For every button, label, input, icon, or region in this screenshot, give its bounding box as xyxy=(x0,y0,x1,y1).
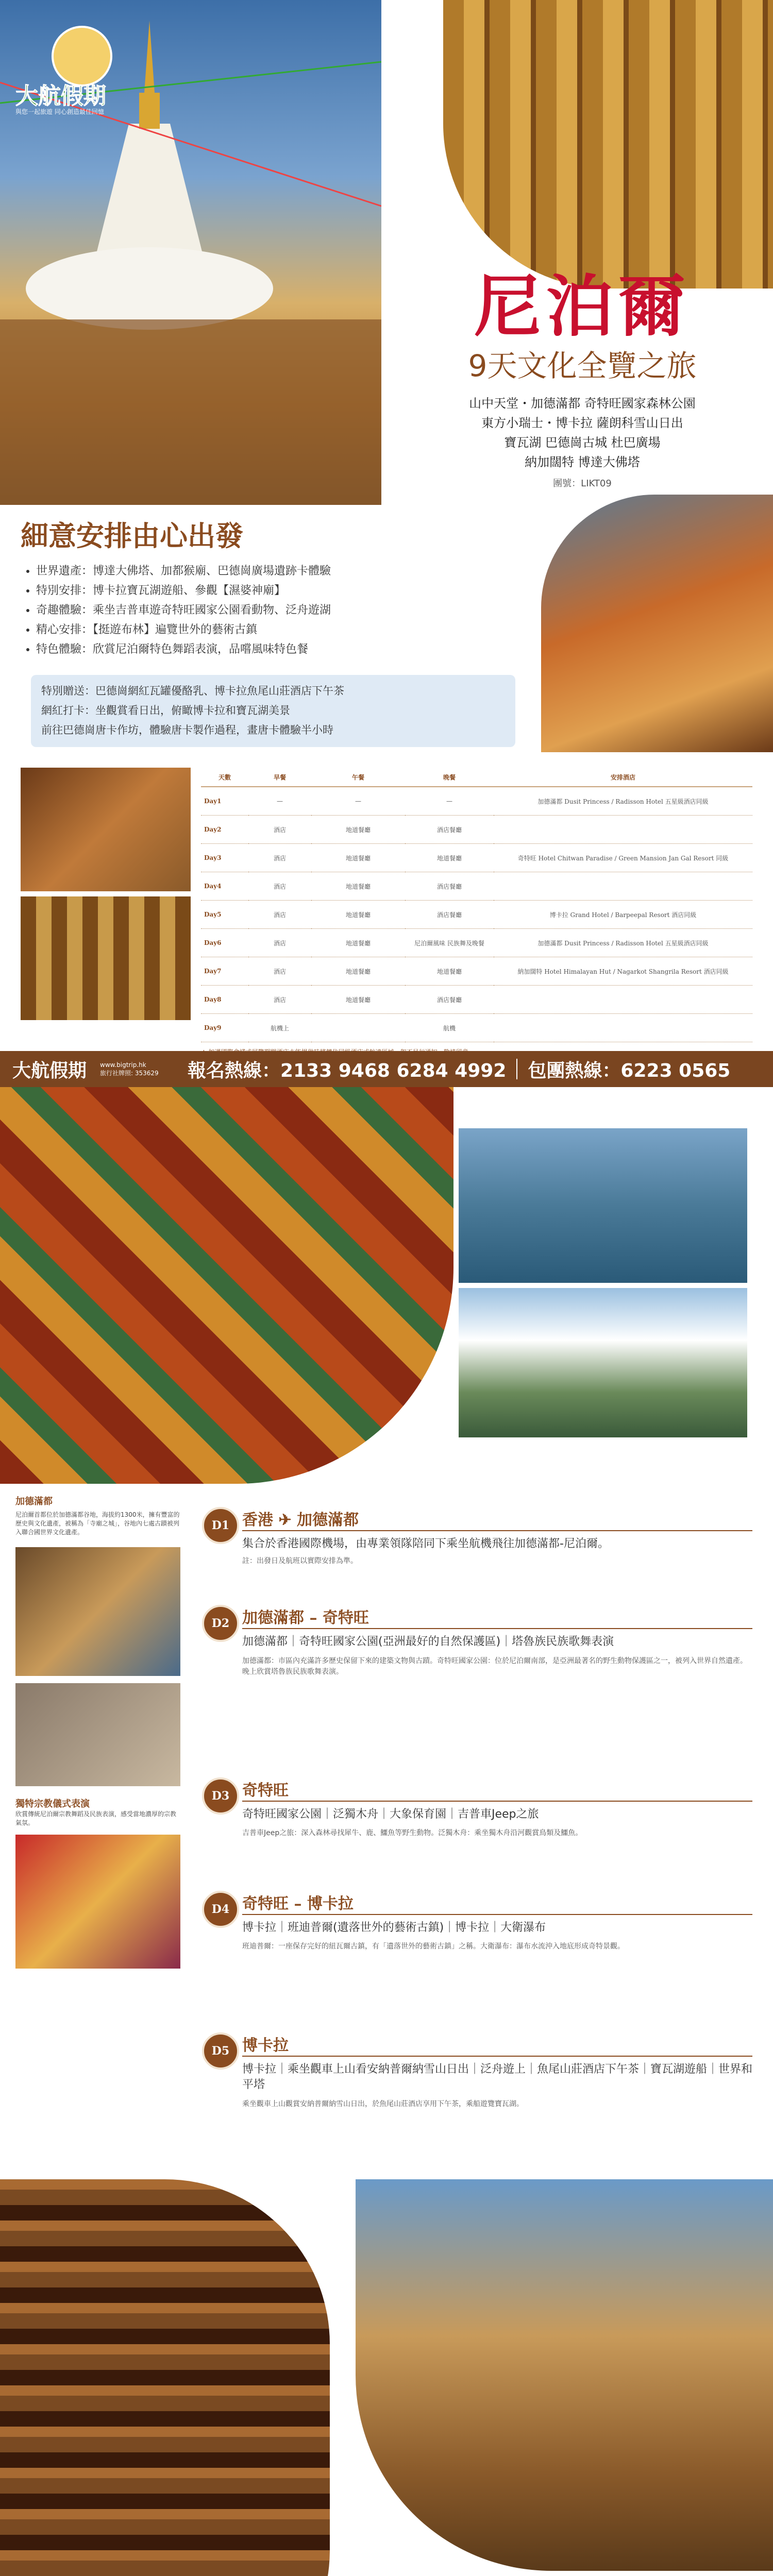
hotel-cell xyxy=(494,816,752,844)
lunch-cell: 地道餐廳 xyxy=(311,816,405,844)
day-badge-d4: D4 xyxy=(202,1891,239,1928)
header-lunch: 午餐 xyxy=(311,768,405,787)
itinerary-header-row xyxy=(201,768,752,787)
day-route-d5: 博卡拉｜乘坐觀車上山看安納普爾納雪山日出｜泛舟遊上｜魚尾山莊酒店下午茶｜寶瓦湖遊船｜世界和平塔 xyxy=(242,2063,753,2091)
intro-bullet: • 特別安排：博卡拉寶瓦湖遊船、參觀【濕婆神廟】 xyxy=(36,581,536,601)
day-divider xyxy=(242,1530,752,1531)
breakfast-cell: 酒店 xyxy=(248,957,311,986)
dinner-cell: 地道餐廳 xyxy=(405,844,494,872)
header-breakfast: 早餐 xyxy=(248,768,311,787)
hotel-cell: 加德滿都 Dusit Princess / Radisson Hotel 五星級酒店同級 xyxy=(494,929,752,957)
itinerary-photo-1 xyxy=(21,768,191,891)
sidebar-pigeons-photo xyxy=(15,1683,180,1786)
durbar-square-photo xyxy=(356,2179,773,2571)
header-day: 天數 xyxy=(201,768,248,787)
header-hotel: 安排酒店 xyxy=(494,768,752,787)
day-cell: Day9 xyxy=(201,1014,248,1042)
masks-photo xyxy=(0,1087,453,1484)
itinerary-row xyxy=(201,957,752,986)
hero-highlights xyxy=(402,394,763,472)
breakfast-cell: 酒店 xyxy=(248,901,311,929)
day-text-d3: 吉普車Jeep之旅：深入森林尋找犀牛、鹿、鱷魚等野生動物。泛獨木舟：乘坐獨木舟沿河觀賞鳥類及鱷魚。 xyxy=(242,1829,583,1837)
day-route-d1: 集合於香港國際機場，由專業領隊陪同下乘坐航機飛往加德滿都-尼泊爾。 xyxy=(242,1537,609,1550)
breakfast-cell: 酒店 xyxy=(248,986,311,1014)
day-title-d5: 博卡拉 xyxy=(242,2037,289,2055)
hotline-divider xyxy=(516,1059,517,1079)
day-title-d2: 加德滿都 – 奇特旺 xyxy=(242,1609,369,1627)
sidebar-kathmandu-text: 尼泊爾首都位於加德滿都谷地，海拔約1300米，擁有豐富的歷史與文化遺產，被稱為「寺廟之城」，谷地內七處古蹟被列入聯合國世界文化遺產。 xyxy=(15,1511,180,1536)
hotline-1-phone[interactable]: 2133 9468 6284 4992 xyxy=(280,1060,507,1081)
day-cell: Day4 xyxy=(201,872,248,901)
dinner-cell: 酒店餐廳 xyxy=(405,872,494,901)
hero-highlight: 寶瓦湖 巴德崗古城 杜巴廣場 xyxy=(504,435,661,450)
day-route-d2: 加德滿都｜奇特旺國家公園(亞洲最好的自然保護區)｜塔魯族民族歌舞表演 xyxy=(242,1635,614,1648)
sidebar-temple-photo xyxy=(15,1547,180,1676)
sidebar-girl-photo xyxy=(15,1835,180,1969)
intro-highlight-box xyxy=(31,675,515,747)
itinerary-row xyxy=(201,872,752,901)
sidebar-kathmandu-title: 加德滿都 xyxy=(15,1496,53,1507)
itinerary-row xyxy=(201,787,752,816)
sidebar-ritual-title: 獨特宗教儀式表演 xyxy=(15,1799,90,1809)
hotline-logo: 大航假期 xyxy=(12,1060,87,1081)
hotel-cell xyxy=(494,986,752,1014)
day-text-d4: 班迪普爾：一座保存完好的紐瓦爾古鎮，有「遺落世外的藝術古鎮」之稱。大衛瀑布：瀑布水流沖入地底形成奇特景觀。 xyxy=(242,1942,625,1951)
hero-highlight: 東方小瑞士・博卡拉 薩朗科雪山日出 xyxy=(481,416,683,430)
day-title-d1: 香港 ✈ 加德滿都 xyxy=(242,1511,359,1529)
intro-title: 細意安排由心出發 xyxy=(21,519,243,552)
lunch-cell: 地道餐廳 xyxy=(311,986,405,1014)
day-badge-d2: D2 xyxy=(202,1605,239,1642)
itinerary-row xyxy=(201,901,752,929)
breakfast-cell: 酒店 xyxy=(248,929,311,957)
hotline-2-phone[interactable]: 6223 0565 xyxy=(620,1060,731,1081)
hero-highlight: 納加闊特 博達大佛塔 xyxy=(525,455,640,469)
day-text-d5: 乘坐觀車上山觀賞安納普爾納雪山日出，於魚尾山莊酒店享用下午茶，乘船遊覽寶瓦湖。 xyxy=(242,2100,524,2108)
day-title-d3: 奇特旺 xyxy=(242,1782,289,1800)
header-dinner: 晚餐 xyxy=(405,768,494,787)
hero-highlight: 山中天堂・加德滿都 奇特旺國家森林公園 xyxy=(469,396,696,411)
day-cell: Day7 xyxy=(201,957,248,986)
logo xyxy=(15,26,160,118)
day-badge-d1: D1 xyxy=(202,1507,239,1544)
itinerary-table xyxy=(201,768,752,1056)
day-cell: Day1 xyxy=(201,787,248,816)
intro-box-line: 前往巴德崗唐卡作坊，體驗唐卡製作過程，畫唐卡體驗半小時 xyxy=(41,724,333,736)
hotel-cell xyxy=(494,872,752,901)
dinner-cell: — xyxy=(405,787,494,816)
hero-title: 尼泊爾 xyxy=(474,267,691,346)
day-route-d3: 奇特旺國家公園｜泛獨木舟｜大象保育園｜吉普車Jeep之旅 xyxy=(242,1808,539,1821)
day-badge-d3: D3 xyxy=(202,1777,239,1815)
itinerary-row xyxy=(201,929,752,957)
mountain-photo xyxy=(459,1288,747,1437)
logo-text: 大航假期 xyxy=(15,83,106,109)
boats-photo xyxy=(459,1128,747,1283)
hotline-1-label: 報名熱線： xyxy=(188,1060,281,1081)
day-cell: Day8 xyxy=(201,986,248,1014)
breakfast-cell: 酒店 xyxy=(248,872,311,901)
itinerary-photo-2 xyxy=(21,896,191,1020)
intro-bullet: • 特色體驗：欣賞尼泊爾特色舞蹈表演，品嚐風味特色餐 xyxy=(36,640,536,659)
day-text-d2: 加德滿都：市區內充滿許多歷史保留下來的建築文物與古蹟。奇特旺國家公園：位於尼泊爾南部，是亞洲最著名的野生動物保護區之一，被列入世界自然遺產。晚上欣賞塔魯族民族歌舞表演。 xyxy=(242,1657,747,1676)
sidebar-kathmandu xyxy=(15,1494,180,1969)
itinerary-row xyxy=(201,816,752,844)
intro-bullet: • 世界遺產：博達大佛塔、加都猴廟、巴德崗廣場遺跡卡體驗 xyxy=(36,562,536,581)
tour-code: 團號：LIKT09 xyxy=(553,478,612,489)
intro-bullets xyxy=(21,562,536,659)
lunch-cell: — xyxy=(311,787,405,816)
licence: 旅行社牌照: 353629 xyxy=(100,1070,159,1077)
intro-bullet: • 精心安排：【挺遊布林】遍覽世外的藝術古鎮 xyxy=(36,620,536,640)
hotel-cell xyxy=(494,1014,752,1042)
day-badge-d5: D5 xyxy=(202,2032,239,2070)
day-cell: Day3 xyxy=(201,844,248,872)
intro-bullet: • 奇趣體驗：乘坐吉普車遊奇特旺國家公園看動物、泛舟遊湖 xyxy=(36,601,536,620)
carved-window-photo xyxy=(0,2179,330,2576)
lunch-cell xyxy=(311,1014,405,1042)
dinner-cell: 航機 xyxy=(405,1014,494,1042)
logo-tagline: 與您一起旅遊 同心創造最佳回憶 xyxy=(15,108,104,115)
lunch-cell: 地道餐廳 xyxy=(311,929,405,957)
breakfast-cell: — xyxy=(248,787,311,816)
sadhu-photo xyxy=(541,495,773,752)
day-divider xyxy=(242,1801,752,1802)
itinerary-row xyxy=(201,844,752,872)
itinerary-row xyxy=(201,986,752,1014)
prayer-wheel-photo xyxy=(443,0,773,289)
dinner-cell: 酒店餐廳 xyxy=(405,986,494,1014)
dinner-cell: 酒店餐廳 xyxy=(405,901,494,929)
lunch-cell: 地道餐廳 xyxy=(311,901,405,929)
hero-title-block xyxy=(402,268,763,515)
site-url[interactable]: www.bigtrip.hk xyxy=(100,1061,146,1069)
hotel-cell: 奇特旺 Hotel Chitwan Paradise / Green Mansion Jan Gal Resort 同級 xyxy=(494,844,752,872)
dinner-cell: 酒店餐廳 xyxy=(405,816,494,844)
itinerary-row xyxy=(201,1014,752,1042)
lunch-cell: 地道餐廳 xyxy=(311,872,405,901)
breakfast-cell: 酒店 xyxy=(248,816,311,844)
day-cell: Day2 xyxy=(201,816,248,844)
intro-box-line: 網紅打卡：坐觀賞看日出，俯瞰博卡拉和寶瓦湖美景 xyxy=(41,704,290,717)
breakfast-cell: 酒店 xyxy=(248,844,311,872)
dinner-cell: 地道餐廳 xyxy=(405,957,494,986)
intro-box-line: 特別贈送：巴德崗網紅瓦罐優酪乳、博卡拉魚尾山莊酒店下午茶 xyxy=(41,685,344,697)
breakfast-cell: 航機上 xyxy=(248,1014,311,1042)
hotel-cell: 納加闊特 Hotel Himalayan Hut / Nagarkot Shangrila Resort 酒店同級 xyxy=(494,957,752,986)
hotline-2 xyxy=(528,1056,730,1082)
day-divider xyxy=(242,1914,752,1915)
hotline-2-label: 包團熱線： xyxy=(528,1060,621,1081)
hotline-1 xyxy=(188,1056,506,1082)
hotel-cell: 博卡拉 Grand Hotel / Barpeepal Resort 酒店同級 xyxy=(494,901,752,929)
day-cell: Day5 xyxy=(201,901,248,929)
day-text-d1: 註：出發日及航班以實際安排為準。 xyxy=(242,1557,358,1565)
hotel-cell: 加德滿都 Dusit Princess / Radisson Hotel 五星級酒店同級 xyxy=(494,787,752,816)
day-divider xyxy=(242,1628,752,1629)
day-title-d4: 奇特旺 – 博卡拉 xyxy=(242,1895,354,1913)
lunch-cell: 地道餐廳 xyxy=(311,844,405,872)
hotline-site-block xyxy=(100,1061,177,1077)
day-cell: Day6 xyxy=(201,929,248,957)
hotline-bar xyxy=(0,1051,773,1087)
hero-subtitle: 9天文化全覽之旅 xyxy=(468,348,697,383)
dinner-cell: 尼泊爾風味 民族舞及晚餐 xyxy=(405,929,494,957)
lunch-cell: 地道餐廳 xyxy=(311,957,405,986)
day-divider xyxy=(242,2056,752,2057)
sidebar-ritual-text: 欣賞傳統尼泊爾宗教舞蹈及民族表演，感受當地濃厚的宗教氣氛。 xyxy=(15,1810,177,1826)
day-route-d4: 博卡拉｜班迪普爾(遺落世外的藝術古鎮)｜博卡拉｜大衛瀑布 xyxy=(242,1921,546,1934)
